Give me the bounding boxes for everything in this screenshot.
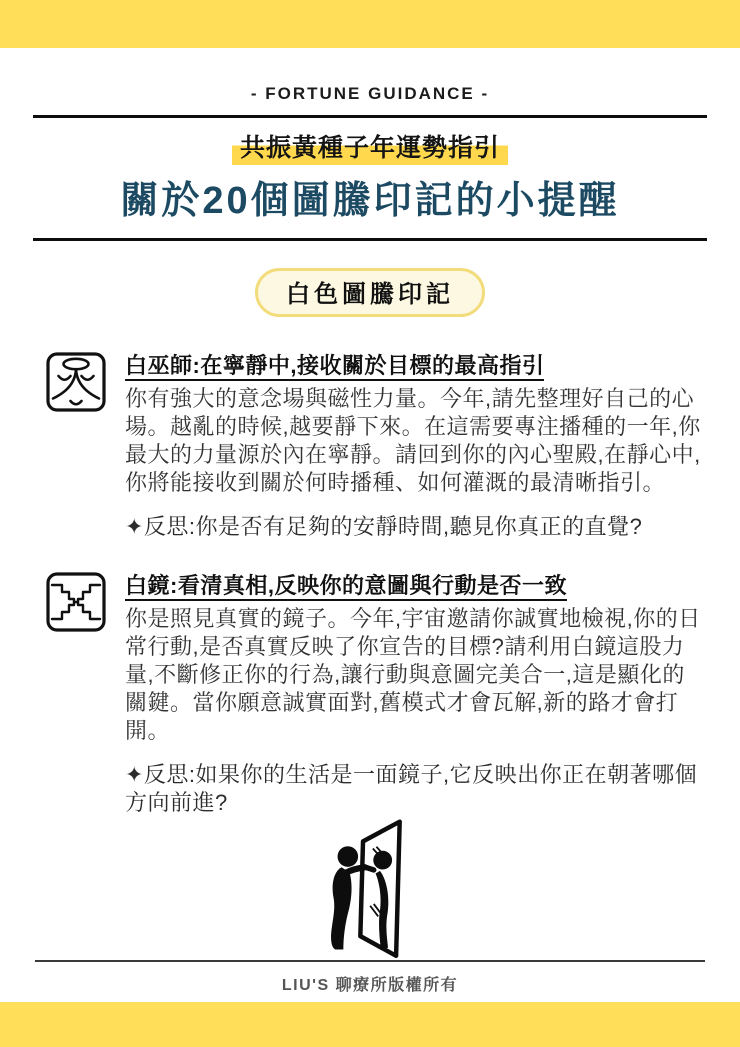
section-body: 你有強大的意念場與磁性力量。今年,請先整理好自己的心場。越亂的時候,越要靜下來。在這需要專注播種的一年,你最大的力量源於內在寧靜。請回到你的內心聖殿,在靜心中,你將能接收到關於何時播種、如何灌溉的最清晰指引。 (125, 386, 701, 495)
copyright-text: LIU'S 聊療所版權所有 (281, 977, 459, 994)
section-white-mirror (45, 571, 707, 817)
white-wizard-icon (45, 351, 107, 541)
bottom-yellow-band (0, 1002, 740, 1047)
mirror-reflection-illustration (33, 819, 707, 971)
poster-content (0, 82, 740, 971)
divider-footer (35, 960, 705, 962)
section-text (125, 571, 707, 817)
category-badge: 白色圖騰印記 (255, 268, 485, 317)
subtitle-row (33, 131, 707, 169)
divider-top (33, 115, 707, 118)
section-body: 你是照見真實的鏡子。今年,宇宙邀請你誠實地檢視,你的日常行動,是否真實反映了你宣告的目標?請利用白鏡這股力量,不斷修正你的行為,讓行動與意圖完美合一,這是顯化的關鍵。當你願意誠實面對,舊模式才會瓦解,新的路才會打開。 (125, 606, 701, 743)
section-heading: 白鏡:看清真相,反映你的意圖與行動是否一致 (125, 571, 707, 601)
section-heading: 白巫師:在寧靜中,接收關於目標的最高指引 (125, 351, 707, 381)
subtitle-highlighted: 共振黃種子年運勢指引 (232, 131, 508, 165)
white-mirror-icon (45, 571, 107, 817)
divider-under-title (33, 238, 707, 241)
reflection-question: ✦反思:如果你的生活是一面鏡子,它反映出你正在朝著哪個方向前進? (125, 762, 698, 815)
eyebrow-text: - FORTUNE GUIDANCE - (250, 84, 490, 103)
page-title: 關於20個圖騰印記的小提醒 (120, 180, 620, 222)
top-yellow-band (0, 0, 740, 48)
reflection-question: ✦反思:你是否有足夠的安靜時間,聽見你真正的直覺? (125, 514, 643, 539)
section-white-wizard (45, 351, 707, 541)
badge-row (33, 268, 707, 317)
section-text (125, 351, 707, 541)
